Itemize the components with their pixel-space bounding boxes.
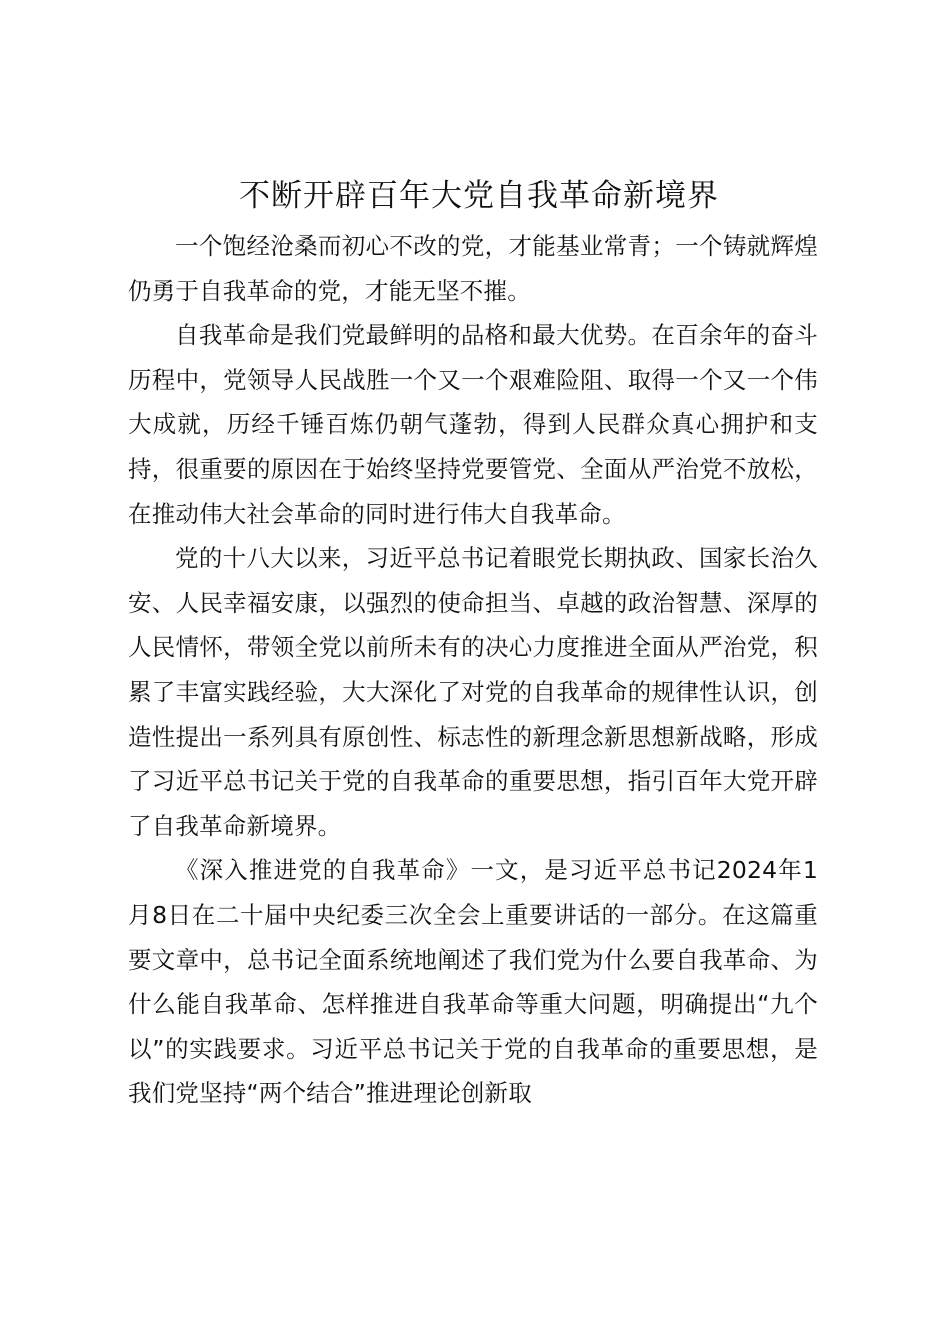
document-title: 不断开辟百年大党自我革命新境界 bbox=[239, 178, 719, 214]
paragraph-1: 一个饱经沧桑而初心不改的党，才能基业常青；一个铸就辉煌仍勇于自我革命的党，才能无坚不摧。 bbox=[128, 232, 818, 305]
paragraph-4: 《深入推进党的自我革命》一文，是习近平总书记2024年1月8日在二十届中央纪委三次全会上重要讲话的一部分。在这篇重要文章中，总书记全面系统地阐述了我们党为什么要自我革命、为什么能自我革命、怎样推进自我革命等重大问题，明确提出“九个以”的实践要求。习近平总书记关于党的自我革命的重要思想，是我们党坚持“两个结合”推进理论创新取 bbox=[128, 856, 818, 1108]
document-page bbox=[128, 172, 818, 1116]
paragraph-2: 自我革命是我们党最鲜明的品格和最大优势。在百余年的奋斗历程中，党领导人民战胜一个又一个艰难险阻、取得一个又一个伟大成就，历经千锤百炼仍朝气蓬勃，得到人民群众真心拥护和支持，很重要的原因在于始终坚持党要管党、全面从严治党不放松，在推动伟大社会革命的同时进行伟大自我革命。 bbox=[128, 321, 818, 528]
paragraph-3: 党的十八大以来，习近平总书记着眼党长期执政、国家长治久安、人民幸福安康，以强烈的使命担当、卓越的政治智慧、深厚的人民情怀，带领全党以前所未有的决心力度推进全面从严治党，积累了丰富实践经验，大大深化了对党的自我革命的规律性认识，创造性提出一系列具有原创性、标志性的新理念新思想新战略，形成了习近平总书记关于党的自我革命的重要思想，指引百年大党开辟了自我革命新境界。 bbox=[128, 544, 818, 840]
